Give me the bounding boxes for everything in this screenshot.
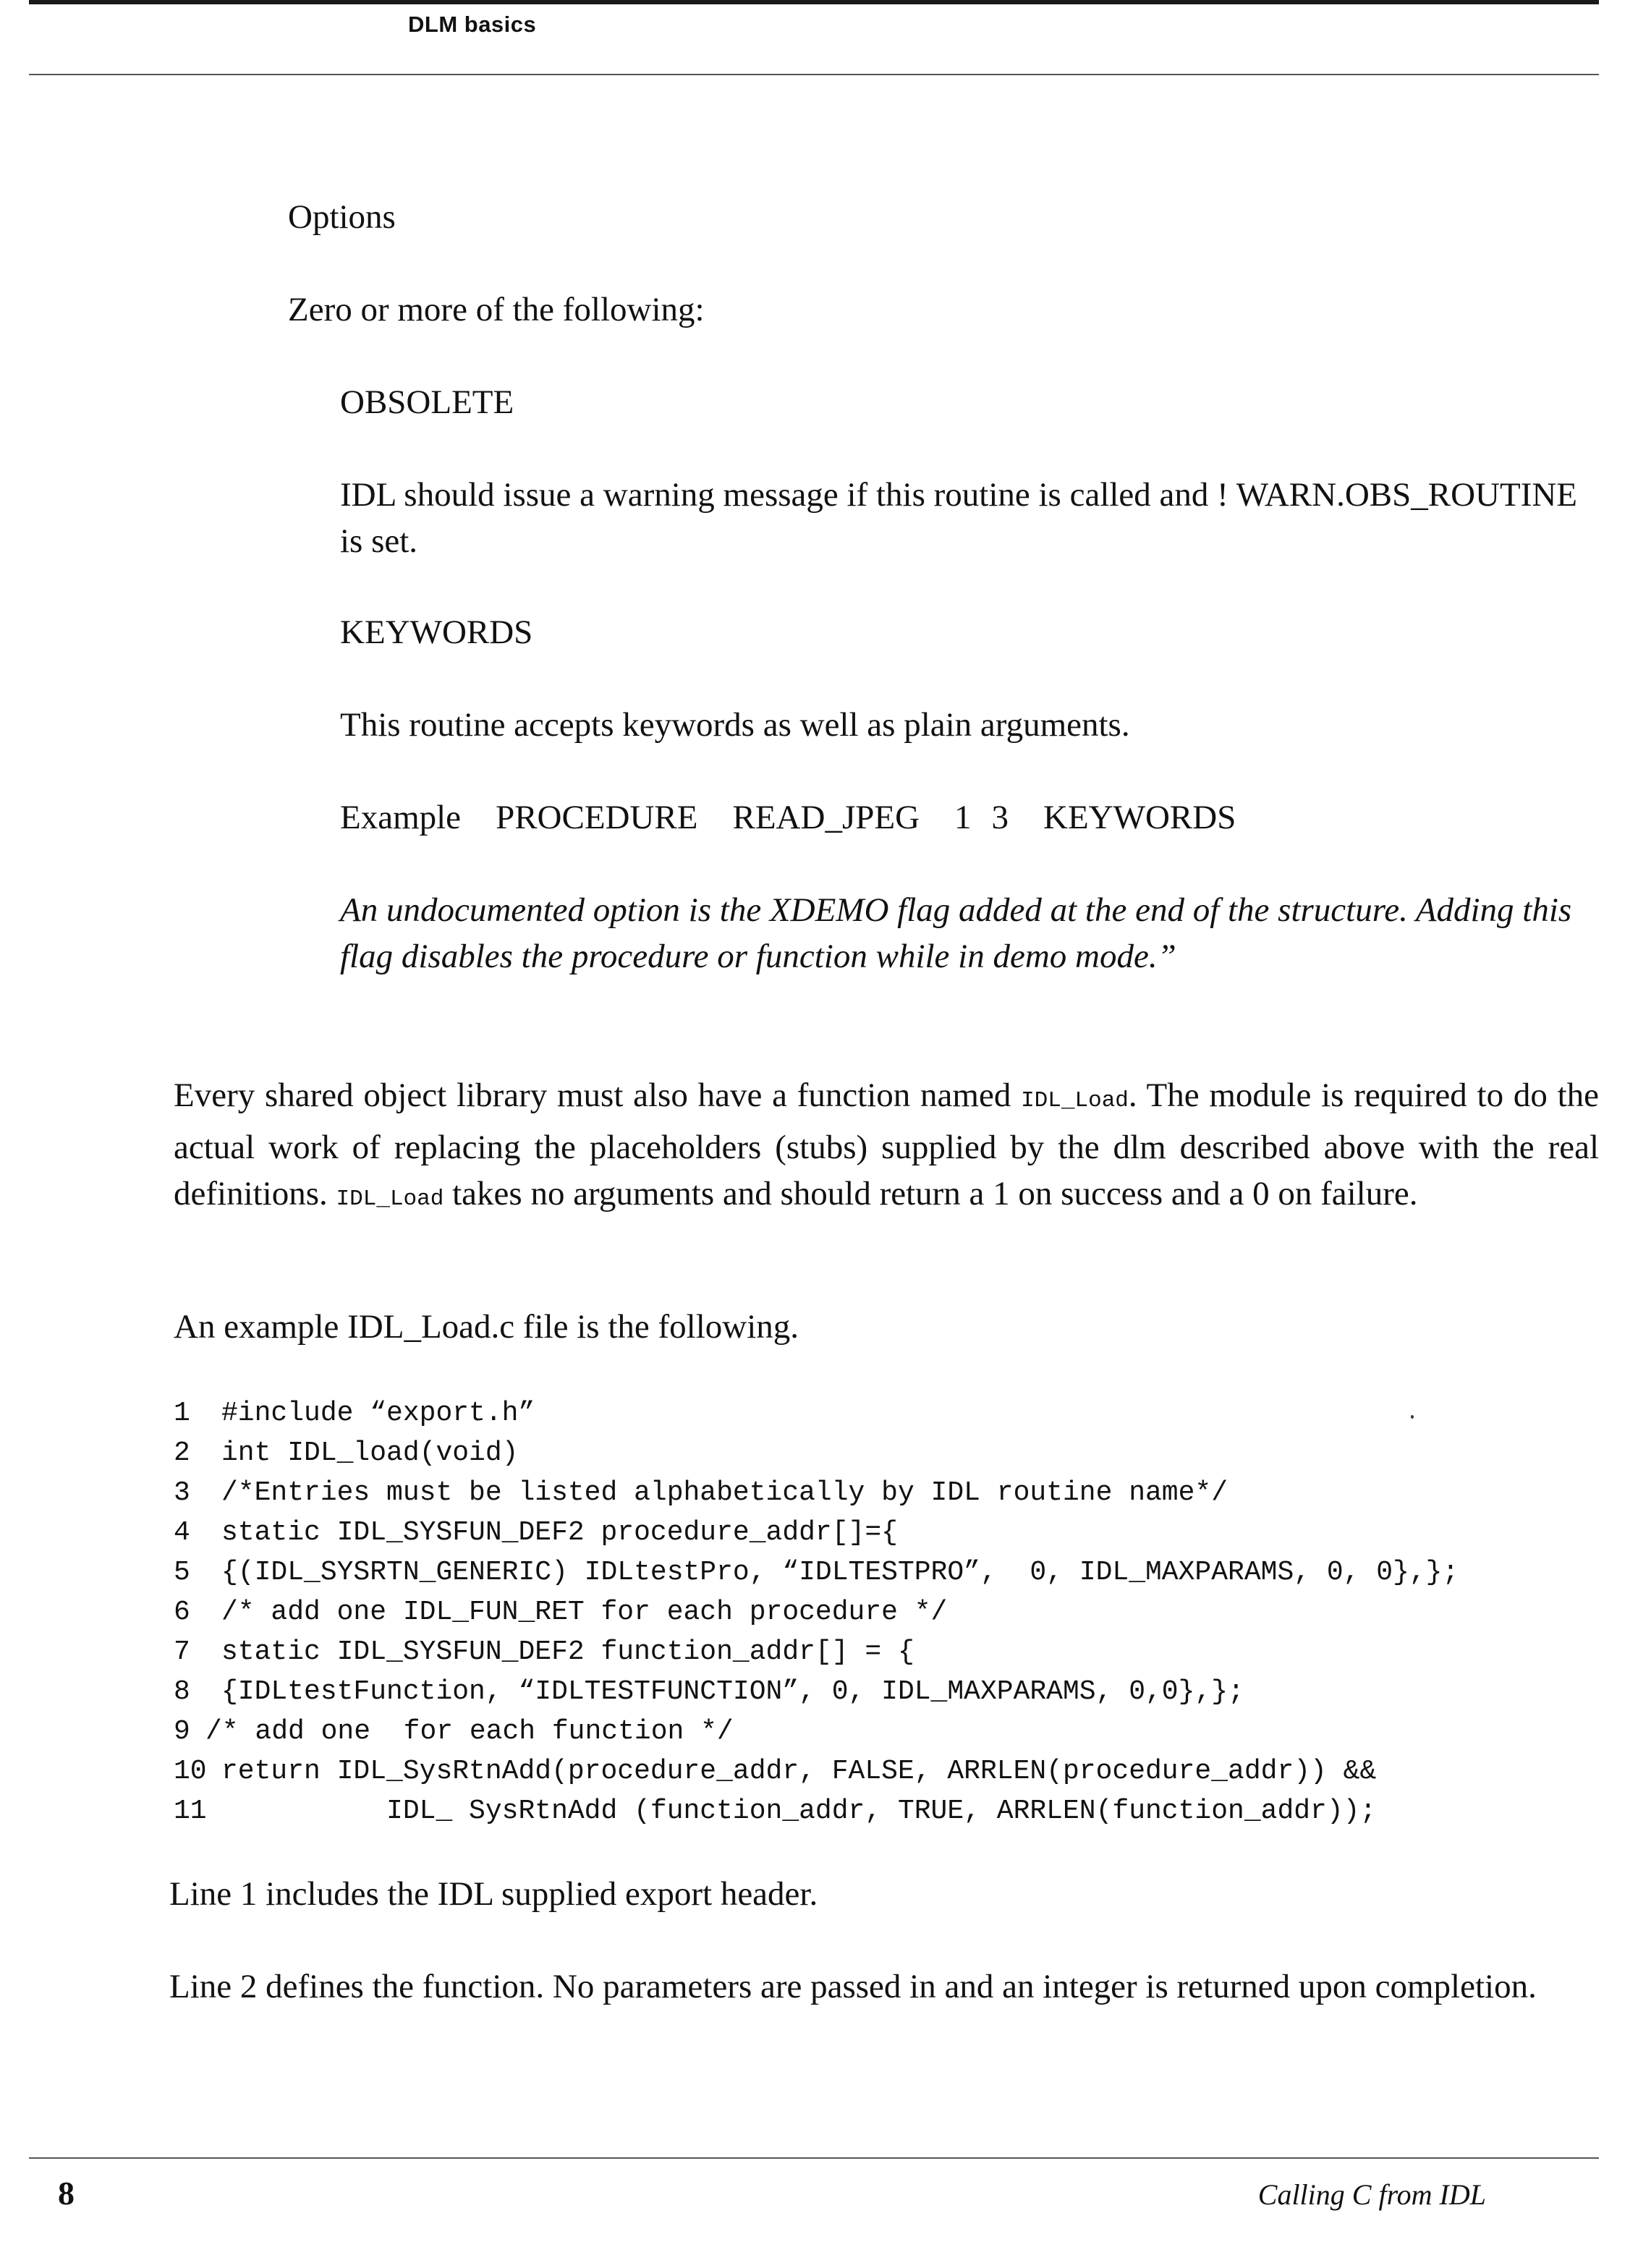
page-number: 8: [58, 2175, 75, 2212]
keywords-description: This routine accepts keywords as well as plain arguments.: [340, 706, 1130, 744]
code-text: IDL_ SysRtnAdd (function_addr, TRUE, ARRLEN(function_addr));: [221, 1796, 1377, 1827]
line-number: 9: [174, 1716, 190, 1747]
section-header: DLM basics: [408, 12, 537, 37]
obsolete-label: OBSOLETE: [340, 383, 514, 421]
body-paragraph: An example IDL_Load.c file is the following.: [174, 1308, 799, 1346]
code-text: {(IDL_SYSRTN_GENERIC) IDLtestPro, “IDLTESTPRO”, 0, IDL_MAXPARAMS, 0, 0},};: [221, 1557, 1459, 1588]
code-line: [174, 1513, 1459, 1553]
line-number: 2: [174, 1437, 190, 1469]
code-line: [174, 1592, 1459, 1632]
code-text: return IDL_SysRtnAdd(procedure_addr, FALSE, ARRLEN(procedure_addr)) &&: [221, 1756, 1377, 1787]
code-line: [174, 1553, 1459, 1592]
code-line: [174, 1791, 1459, 1831]
code-text: /* add one IDL_FUN_RET for each procedure */: [221, 1597, 948, 1628]
book-title: Calling C from IDL: [1257, 2178, 1486, 2211]
options-intro: Zero or more of the following:: [288, 291, 705, 328]
code-text: {IDLtestFunction, “IDLTESTFUNCTION”, 0, IDL_MAXPARAMS, 0,0},};: [221, 1676, 1244, 1707]
code-listing: [174, 1393, 1459, 1831]
code-line: [174, 1393, 1459, 1433]
inline-code: IDL_Load: [336, 1186, 444, 1212]
line-number: 11: [174, 1796, 207, 1827]
example-part: PROCEDURE: [496, 799, 698, 836]
code-text: static IDL_SYSFUN_DEF2 procedure_addr[]={: [221, 1517, 898, 1548]
paragraph-text: Every shared object library must also have a function named: [174, 1076, 1022, 1114]
body-paragraph: [174, 1072, 1599, 1223]
line-number: 4: [174, 1517, 190, 1548]
paragraph-text: takes no arguments and should return a 1 on success and a 0 on failure.: [443, 1175, 1418, 1212]
code-text: /* add one for each function */: [205, 1716, 734, 1747]
line-number: 8: [174, 1676, 190, 1707]
code-text: static IDL_SYSFUN_DEF2 function_addr[] = {: [221, 1636, 914, 1668]
code-text: /*Entries must be listed alphabetically by IDL routine name*/: [221, 1477, 1228, 1508]
example-part: 3: [991, 799, 1009, 836]
line-number: 5: [174, 1557, 190, 1588]
example-part: 1: [954, 799, 972, 836]
code-line: [174, 1751, 1459, 1791]
code-line: [174, 1473, 1459, 1513]
line-number: 7: [174, 1636, 190, 1668]
options-heading: Options: [288, 198, 396, 236]
inline-code: IDL_Load: [1021, 1088, 1129, 1113]
code-line: [174, 1632, 1459, 1672]
example-part: READ_JPEG: [732, 799, 920, 836]
code-text: int IDL_load(void): [221, 1437, 519, 1469]
example-label: Example: [340, 799, 462, 836]
keywords-label: KEYWORDS: [340, 613, 533, 651]
obsolete-description: IDL should issue a warning message if this routine is called and ! WARN.OBS_ROUTINE is set.: [340, 476, 1578, 560]
code-line: [174, 1672, 1459, 1712]
line-number: 10: [174, 1756, 207, 1787]
scan-speck: [1411, 1415, 1414, 1419]
paragraph-text: . The module is required to do the actual work of replacing the placeholders (stubs) supplied by the dlm described above with the real definitions.: [174, 1076, 1599, 1212]
line-number: 1: [174, 1398, 190, 1429]
header-top-rule: [29, 0, 1599, 4]
code-text: #include “export.h”: [221, 1398, 535, 1429]
code-line: [174, 1433, 1459, 1473]
line-number: 6: [174, 1597, 190, 1628]
undocumented-note: An undocumented option is the XDEMO flag added at the end of the structure. Adding this flag disables the procedure or function while in demo mode.”: [340, 891, 1572, 975]
footer-rule: [29, 2157, 1599, 2159]
example-part: KEYWORDS: [1043, 799, 1236, 836]
code-line: [174, 1712, 1459, 1751]
body-paragraph: Line 1 includes the IDL supplied export header.: [169, 1875, 818, 1913]
body-paragraph: Line 2 defines the function. No parameters are passed in and an integer is returned upon completion.: [169, 1968, 1537, 2005]
example-line: [340, 794, 1270, 841]
line-number: 3: [174, 1477, 190, 1508]
header-rule: [29, 74, 1599, 75]
